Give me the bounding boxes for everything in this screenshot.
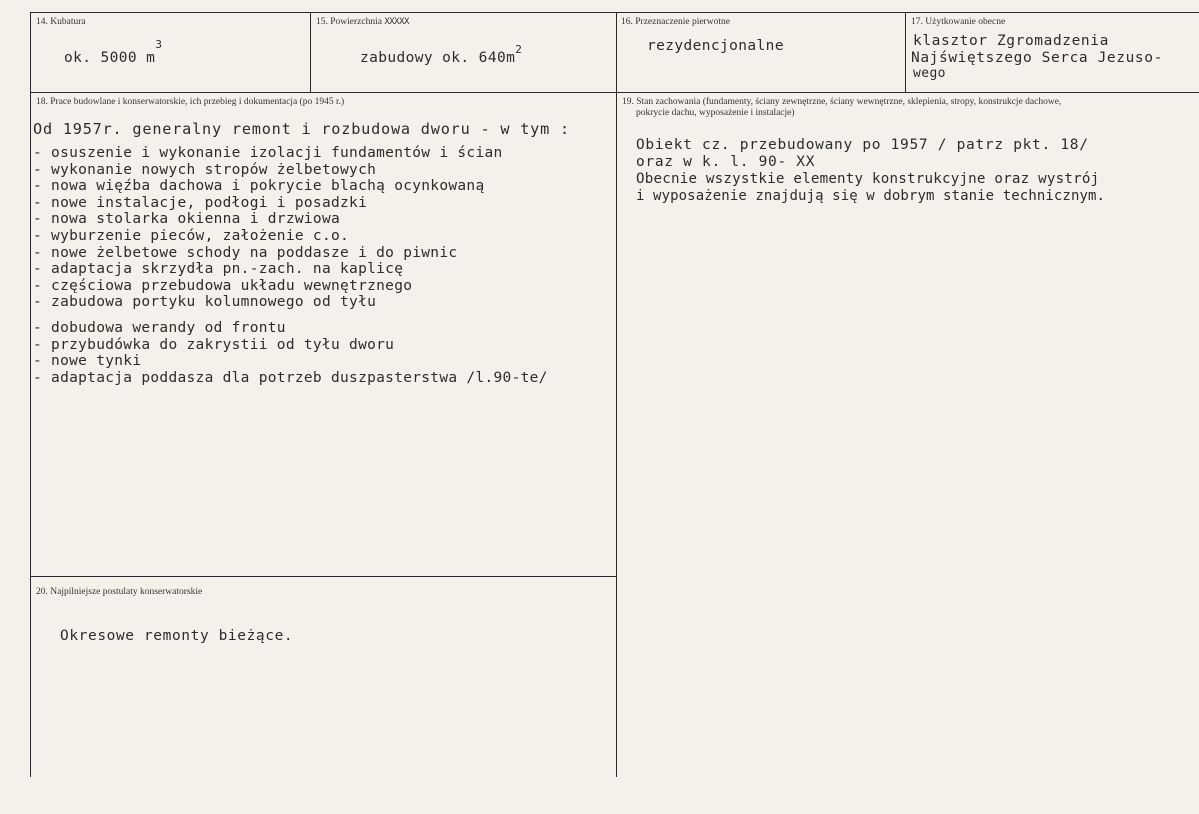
left-border <box>30 12 31 777</box>
list-item: - nowa więźba dachowa i pokrycie blachą ocynkowaną <box>33 178 485 195</box>
row1-bottom-border <box>30 92 1199 93</box>
field-19-label-line-2: pokrycie dachu, wyposażenie i instalacje) <box>636 108 795 118</box>
field-15-superscript: 2 <box>515 43 523 56</box>
list-item: - dobudowa werandy od frontu <box>33 320 286 336</box>
field-19-line-2: oraz w k. l. 90- XX <box>636 154 816 170</box>
field-14-value <box>64 38 163 66</box>
field-18-list-a <box>33 145 503 311</box>
field-18-list-b <box>33 320 548 386</box>
list-item: - wykonanie nowych stropów żelbetowych <box>33 161 377 178</box>
field-17-line-1: klasztor Zgromadzenia <box>913 33 1109 49</box>
field-19-line-3: Obecnie wszystkie elementy konstrukcyjne oraz wystrój <box>636 171 1100 187</box>
divider-15-16 <box>616 12 617 777</box>
field-16-label: 16. Przeznaczenie pierwotne <box>621 17 730 27</box>
field-19-line-4: i wyposażenie znajdują się w dobrym stanie technicznym. <box>636 188 1106 204</box>
field-19-line-1: Obiekt cz. przebudowany po 1957 / patrz pkt. 18/ <box>636 137 1089 153</box>
field-18-intro: Od 1957r. generalny remont i rozbudowa dworu - w tym : <box>33 120 570 138</box>
field-14-superscript: 3 <box>155 38 163 51</box>
field-19-label-line-1: 19. Stan zachowania (fundamenty, ściany zewnętrzne, ściany wewnętrzne, sklepienia, stropy, konstrukcje dachowe, <box>622 97 1062 107</box>
list-item: - zabudowa portyku kolumnowego od tyłu <box>33 294 377 311</box>
list-item: - adaptacja skrzydła pn.-zach. na kaplicę <box>33 261 404 278</box>
field-14-text: ok. 5000 m <box>64 50 156 66</box>
field-14-label: 14. Kubatura <box>36 17 86 27</box>
field-20-value: Okresowe remonty bieżące. <box>60 628 294 644</box>
list-item: - nowe tynki <box>33 353 142 370</box>
list-item: - adaptacja poddasza dla potrzeb duszpasterstwa /l.90-te/ <box>33 369 548 386</box>
list-item: - wyburzenie pieców, założenie c.o. <box>33 227 350 244</box>
list-item: - osuszenie i wykonanie izolacji fundamentów i ścian <box>33 145 503 161</box>
divider-14-15 <box>310 12 311 92</box>
field-15-struck-text: XXXXX <box>384 17 409 27</box>
field-16-value: rezydencjonalne <box>647 38 784 54</box>
field-17-line-3: wego <box>913 66 946 81</box>
field-15-label <box>316 17 409 28</box>
divider-16-17 <box>905 12 906 92</box>
list-item: - nowe żelbetowe schody na poddasze i do piwnic <box>33 244 458 261</box>
top-border <box>30 12 1199 13</box>
list-item: - nowe instalacje, podłogi i posadzki <box>33 194 368 211</box>
field-15-label-text: 15. Powierzchnia <box>316 17 382 27</box>
list-item: - nowa stolarka okienna i drzwiowa <box>33 211 341 228</box>
field-15-value <box>360 43 523 66</box>
field-17-line-2: Najświętszego Serca Jezuso- <box>911 50 1163 66</box>
field-15-text: zabudowy ok. 640m <box>360 50 516 66</box>
divider-18-20 <box>30 576 617 577</box>
list-item: - częściowa przebudowa układu wewnętrznego <box>33 277 413 294</box>
field-17-label: 17. Użytkowanie obecne <box>911 17 1006 27</box>
field-20-label: 20. Najpilniejsze postulaty konserwatorskie <box>36 587 203 597</box>
list-item: - przybudówka do zakrystii od tyłu dworu <box>33 336 395 353</box>
field-18-label: 18. Prace budowlane i konserwatorskie, ich przebieg i dokumentacja (po 1945 r.) <box>36 97 345 107</box>
